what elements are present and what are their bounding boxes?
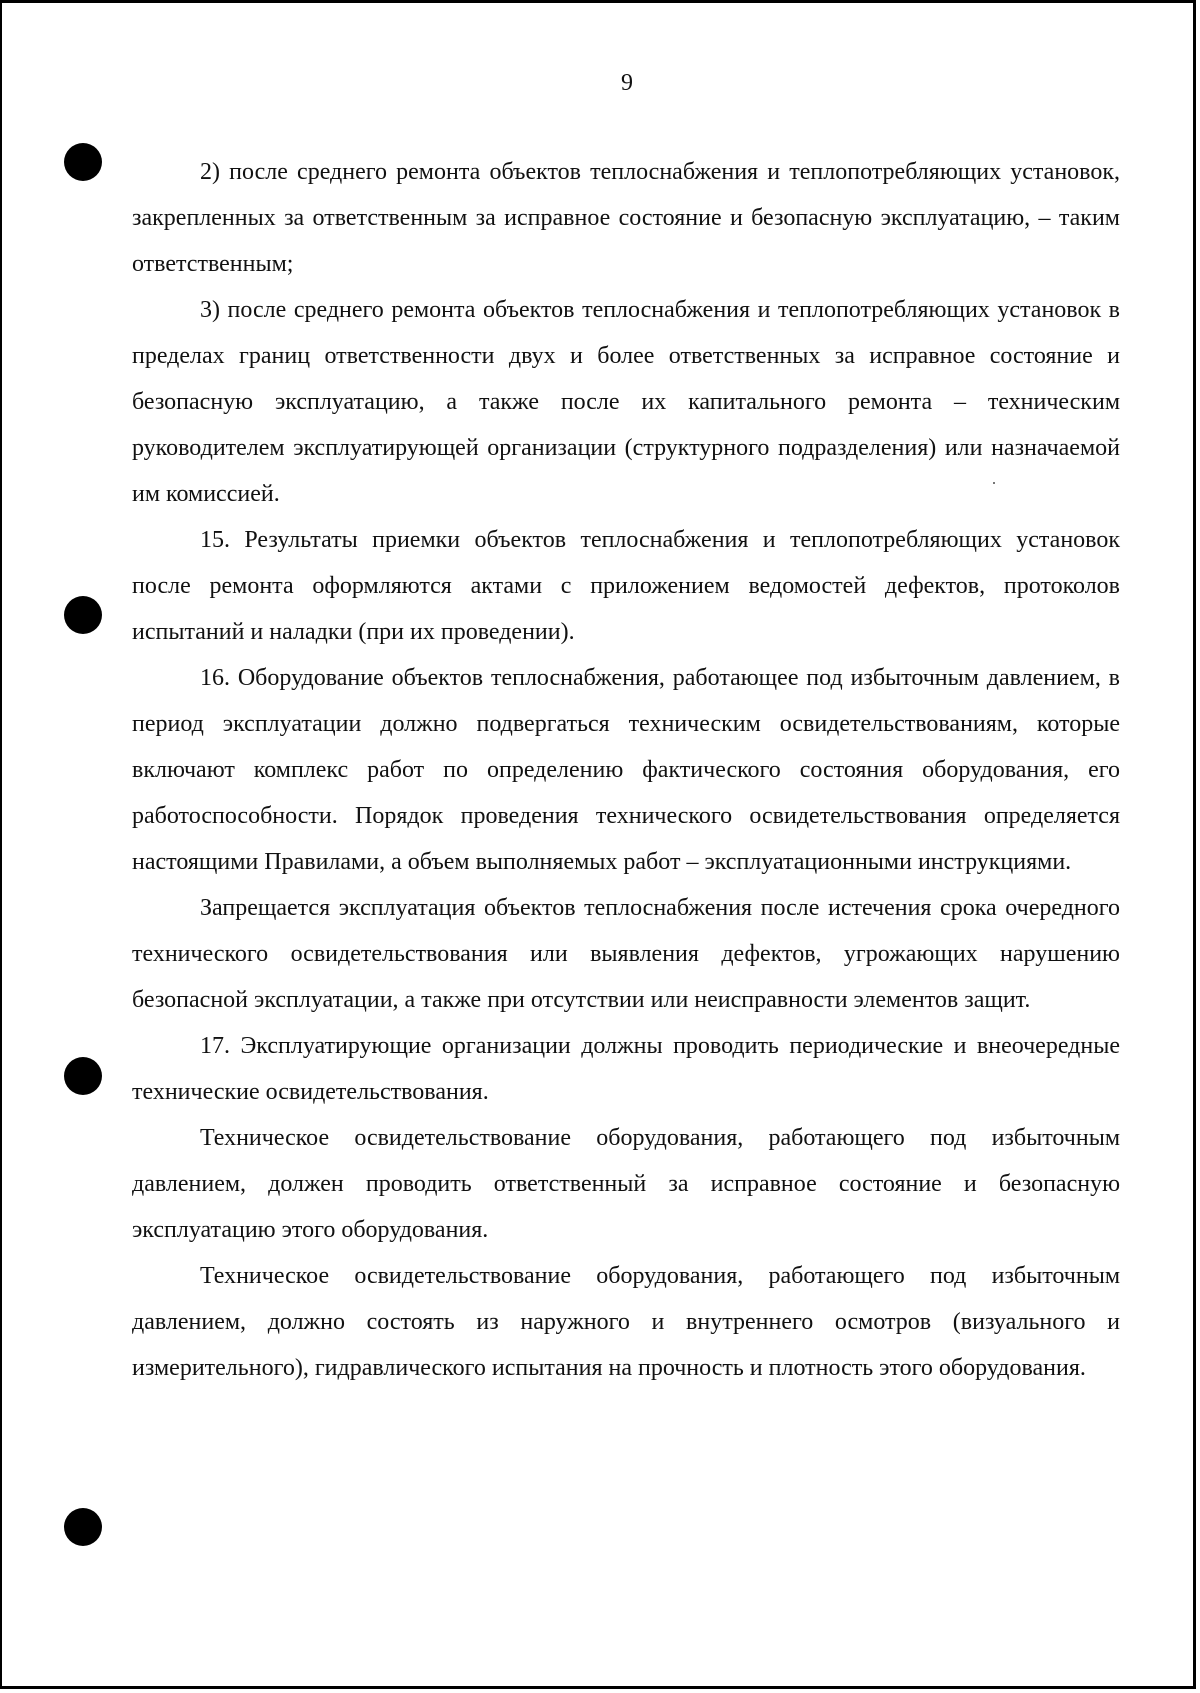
paragraph-inspection-responsible: Техническое освидетельствование оборудования, работающего под избыточным давлением, должен проводить ответственный за исправное состояние и безопасную эксплуатацию этого оборудования. xyxy=(132,1125,1120,1243)
paragraph-item-3: 3) после среднего ремонта объектов теплоснабжения и теплопотребляющих установок в пределах границ ответственности двух и более ответственных за исправное состояние и безопасную эксплуатацию, а также после их капитального ремонта – техническим руководителем эксплуатирующей организации (структурного подразделения) или назначаемой им комиссией. xyxy=(132,297,1120,507)
paragraph-item-2: 2) после среднего ремонта объектов теплоснабжения и теплопотребляющих установок, закрепленных за ответственным за исправное состояние и безопасную эксплуатацию, – таким ответственным; xyxy=(132,159,1120,277)
page-number: 9 xyxy=(621,70,633,96)
paragraph-clause-17: 17. Эксплуатирующие организации должны проводить периодические и внеочередные технические освидетельствования. xyxy=(132,1033,1120,1105)
paragraph-clause-15: 15. Результаты приемки объектов теплоснабжения и теплопотребляющих установок после ремонта оформляются актами с приложением ведомостей дефектов, протоколов испытаний и наладки (при их проведении). xyxy=(132,527,1120,645)
paragraph-prohibition: Запрещается эксплуатация объектов теплоснабжения после истечения срока очередного технического освидетельствования или выявления дефектов, угрожающих нарушению безопасной эксплуатации, а также при отсутствии или неисправности элементов защит. xyxy=(132,895,1120,1013)
punch-hole-mark xyxy=(64,1508,102,1546)
paragraph-clause-16: 16. Оборудование объектов теплоснабжения, работающее под избыточным давлением, в период эксплуатации должно подвергаться техническим освидетельствованиям, которые включают комплекс работ по определению фактического состояния оборудования, его работоспособности. Порядок проведения технического освидетельствования определяется настоящими Правилами, а объем выполняемых работ – эксплуатационными инструкциями. xyxy=(132,665,1120,875)
punch-hole-mark xyxy=(64,596,102,634)
paragraph-inspection-scope: Техническое освидетельствование оборудования, работающего под избыточным давлением, должно состоять из наружного и внутреннего осмотров (визуального и измерительного), гидравлического испытания на прочность и плотность этого оборудования. xyxy=(132,1263,1120,1381)
document-body xyxy=(132,149,1120,1391)
punch-hole-mark xyxy=(64,1057,102,1095)
punch-hole-mark xyxy=(64,143,102,181)
